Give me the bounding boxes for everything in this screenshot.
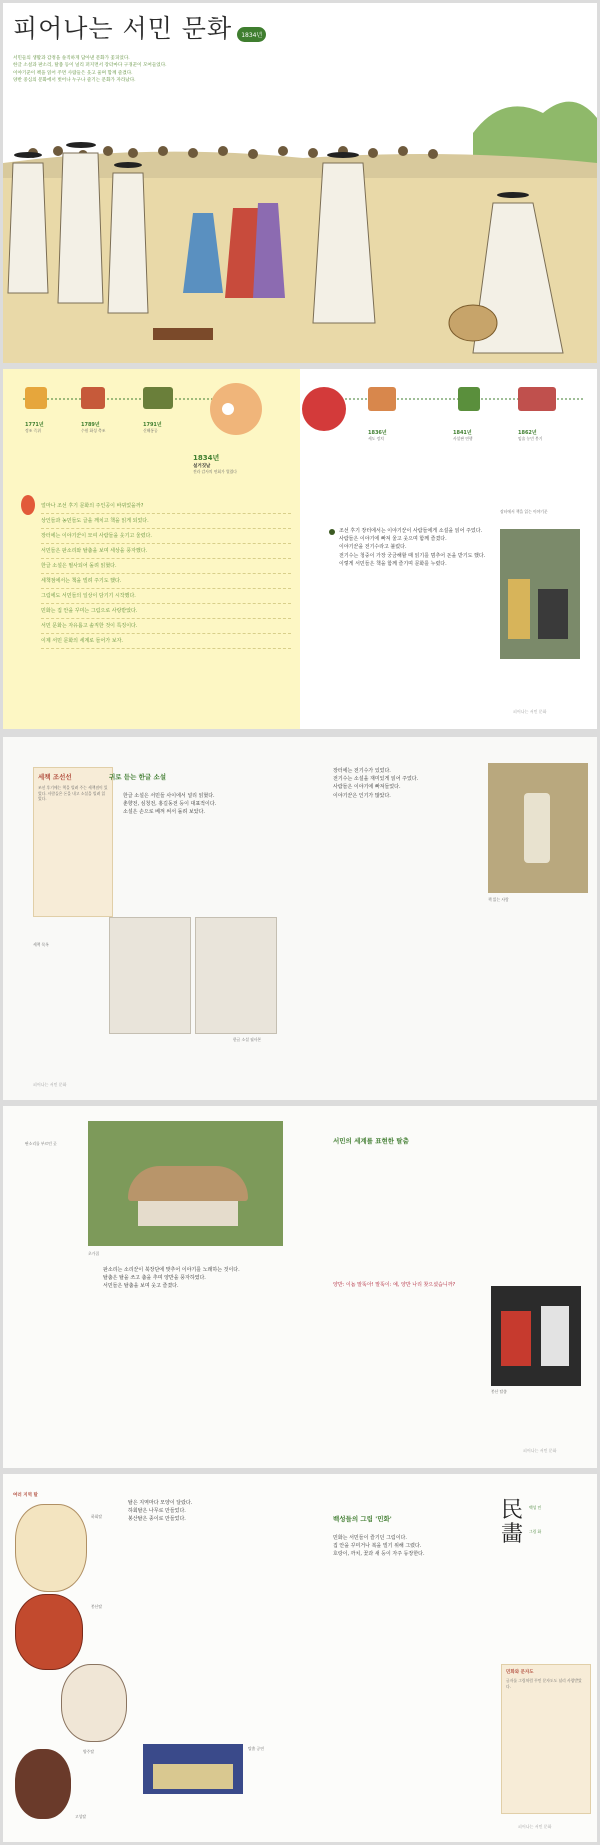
intro-line: 한글 소설과 판소리, 탈춤 등이 널리 퍼지면서 장터마다 구경꾼이 모여들었다. bbox=[13, 63, 167, 69]
body-line: 전기수는 청중이 가장 궁금해할 때 읽기를 멈추어 돈을 받기도 했다. bbox=[339, 552, 486, 559]
intro-line: 양반 중심의 문화에서 벗어나 누구나 즐기는 문화가 자라났다. bbox=[13, 78, 136, 84]
timeline-label: 수원 화성 축조 bbox=[81, 428, 106, 433]
hanja-block bbox=[501, 1499, 581, 1547]
book-caption: 한글 소설 필사본 bbox=[233, 1037, 262, 1042]
section-body bbox=[123, 792, 283, 817]
timeline-label: 사설판 연행 bbox=[453, 436, 473, 441]
body-line: 봉산탈은 종이로 만들었다. bbox=[128, 1516, 186, 1523]
body-line: 이야기꾼은 인기가 많았다. bbox=[333, 792, 391, 799]
note-line: 한글 소설은 필사되어 돌려 읽혔다. bbox=[41, 559, 291, 574]
quote-box bbox=[333, 1281, 483, 1289]
info-box-title: 민화와 문자도 bbox=[506, 1670, 534, 1675]
body-line: 전기수는 소설을 재미있게 읽어 주었다. bbox=[333, 776, 419, 783]
mask-hahoe-icon bbox=[15, 1504, 87, 1592]
callout-year: 1834년 bbox=[193, 454, 220, 462]
mask-label: 하회탈 bbox=[91, 1514, 103, 1519]
bullet-dot-icon bbox=[329, 529, 335, 535]
timeline-year: 1789년 bbox=[81, 422, 100, 428]
thatched-house-photo bbox=[88, 1121, 283, 1246]
column-2-text bbox=[333, 767, 483, 800]
body-line: 탈춤은 탈을 쓰고 춤을 추며 양반을 풍자하였다. bbox=[103, 1275, 206, 1282]
reader-painting bbox=[488, 763, 588, 893]
timeline-item bbox=[81, 421, 105, 434]
info-box bbox=[501, 1664, 591, 1814]
page-footer: 피어나는 서민 문화 bbox=[33, 1082, 67, 1087]
section-header bbox=[333, 1514, 392, 1523]
body-line: 사람들은 이야기에 빠져 울고 웃으며 함께 즐겼다. bbox=[339, 536, 447, 543]
hanja-label: 그림 화 bbox=[529, 1529, 542, 1534]
dance-caption: 봉산 탈춤 bbox=[491, 1389, 507, 1394]
body-line: 탈은 지역마다 모양이 달랐다. bbox=[128, 1500, 193, 1506]
intro-line: 서민들의 생활과 감정을 솔직하게 담아낸 문화가 꽃피었다. bbox=[13, 56, 130, 61]
body-line: 이야기꾼을 전기수라고 불렀다. bbox=[339, 544, 407, 551]
section-title: 백성들의 그림 '민화' bbox=[333, 1515, 392, 1523]
callout-desc: 전라 감사의 연회가 열렸다 bbox=[193, 469, 237, 474]
mask-yangju-icon bbox=[61, 1664, 127, 1742]
page-folk-painting-spread bbox=[3, 1474, 597, 1842]
section-header bbox=[333, 1136, 473, 1145]
mask-label: 봉산탈 bbox=[91, 1604, 103, 1609]
intro-line: 이야기꾼이 책을 읽어 주면 사람들은 웃고 울며 함께 즐겼다. bbox=[13, 70, 133, 76]
callout-sub: 설거짓날 bbox=[193, 464, 211, 469]
manuscript-photo-1 bbox=[109, 917, 191, 1034]
timeline-item bbox=[453, 429, 473, 442]
body-line: 집 안을 꾸미거나 복을 빌기 위해 그렸다. bbox=[333, 1543, 422, 1550]
mask-label: 양주탈 bbox=[83, 1749, 95, 1754]
timeline-item bbox=[143, 421, 162, 434]
page-footer: 피어나는 서민 문화 bbox=[523, 1448, 557, 1453]
section-header bbox=[109, 772, 166, 781]
lined-notes bbox=[41, 499, 291, 649]
mask-dance-photo bbox=[491, 1286, 581, 1386]
note-line: 그림에도 서민들의 일상이 담기기 시작했다. bbox=[41, 589, 291, 604]
body-line: 조선 후기 장터에서는 이야기꾼이 사람들에게 소설을 읽어 주었다. bbox=[339, 528, 483, 534]
section-title: 서민의 세계를 표현한 탈춤 bbox=[333, 1137, 409, 1145]
body-line: 소설은 손으로 베껴 써서 돌려 보았다. bbox=[123, 809, 205, 816]
photo-caption: 장터에서 책을 읽는 이야기꾼 bbox=[500, 509, 548, 514]
timeline-label: 임술 농민 봉기 bbox=[518, 436, 543, 441]
timeline-label: 신해통공 bbox=[143, 428, 158, 433]
body-line: 판소리는 소리꾼이 북장단에 맞추어 이야기를 노래하는 것이다. bbox=[103, 1267, 240, 1273]
mask-bongsan-icon bbox=[15, 1594, 83, 1670]
timeline-year: 1791년 bbox=[143, 422, 162, 428]
main-text bbox=[339, 527, 489, 568]
page-mask-dance-spread bbox=[3, 1106, 597, 1468]
dialogue-quote: 양반: 이놈 말뚝아! 말뚝이: 예, 양반 나리 찾으셨습니까? bbox=[333, 1282, 456, 1288]
body-line: 서민들은 탈춤을 보며 웃고 즐겼다. bbox=[103, 1283, 179, 1290]
left-body bbox=[103, 1266, 288, 1291]
masks-title: 여러 지역 탈 bbox=[13, 1493, 38, 1498]
note-line: 세책점에서는 책을 빌려 주기도 했다. bbox=[41, 574, 291, 589]
sidebar-title: 세책 조선선 bbox=[38, 773, 72, 781]
note-line: 서민들은 판소리와 탈춤을 보며 세상을 풍자했다. bbox=[41, 544, 291, 559]
performance-caption: 탈춤 공연 bbox=[248, 1746, 264, 1751]
hanja-hwa: 畵 bbox=[501, 1522, 524, 1547]
timeline-callout bbox=[193, 453, 293, 475]
timeline-item bbox=[25, 421, 44, 434]
manuscript-photo-2 bbox=[195, 917, 277, 1034]
body-line: 한글 소설은 서민들 사이에서 널리 읽혔다. bbox=[123, 793, 215, 799]
timeline-item bbox=[368, 429, 387, 442]
page-footer: 피어나는 서민 문화 bbox=[518, 1824, 552, 1829]
timeline-year: 1836년 bbox=[368, 430, 387, 436]
timeline-label: 세도 정치 bbox=[368, 436, 384, 441]
market-scene-illustration bbox=[3, 93, 597, 363]
hanja-label: 백성 민 bbox=[529, 1505, 542, 1510]
storyteller-photo bbox=[500, 529, 580, 659]
column-2-text bbox=[333, 1534, 483, 1559]
photo-caption: 초가집 bbox=[88, 1251, 100, 1256]
sidebar-box bbox=[33, 767, 113, 917]
note-line: 상인들과 농민들도 글을 깨치고 책을 읽게 되었다. bbox=[41, 514, 291, 529]
timeline-bar bbox=[3, 369, 597, 469]
body-line: 민화는 서민들이 즐기던 그림이다. bbox=[333, 1535, 407, 1541]
body-line: 춘향전, 심청전, 홍길동전 등이 대표적이다. bbox=[123, 801, 217, 808]
mask-label: 고성탈 bbox=[75, 1814, 87, 1819]
sidebar-text: 조선 후기에는 책을 빌려 주는 세책점이 있었다. 사람들은 돈을 내고 소설을 빌려 읽었다. bbox=[38, 785, 108, 802]
page-footer: 피어나는 서민 문화 bbox=[513, 709, 547, 714]
timeline-label: 정조 즉위 bbox=[25, 428, 41, 433]
timeline-year: 1862년 bbox=[518, 430, 537, 436]
note-line: 민화는 집 안을 꾸미는 그림으로 사랑받았다. bbox=[41, 604, 291, 619]
sidebar-caption: 세책 목록 bbox=[33, 942, 49, 947]
page-title-wrap bbox=[13, 9, 266, 45]
page-timeline-spread bbox=[3, 369, 597, 729]
info-box-text: 글자를 그림처럼 꾸민 문자도도 널리 사랑받았다. bbox=[506, 1678, 582, 1689]
note-line: 서민 문화는 자유롭고 솔직한 것이 특징이다. bbox=[41, 619, 291, 634]
body-line: 하회탈은 나무로 만들었다. bbox=[128, 1508, 186, 1515]
body-line: 장터에는 전기수가 있었다. bbox=[333, 768, 391, 774]
note-line: 얼마나 조선 후기 문화의 주인공이 바뀌었을까? bbox=[41, 499, 291, 514]
left-body bbox=[128, 1499, 288, 1524]
timeline-year: 1841년 bbox=[453, 430, 472, 436]
hanja-min: 民 bbox=[501, 1498, 524, 1523]
timeline-year: 1771년 bbox=[25, 422, 44, 428]
timeline-item bbox=[518, 429, 542, 442]
page-opening-spread bbox=[3, 3, 597, 363]
page-title: 피어나는 서민 문화 bbox=[13, 14, 233, 43]
body-line: 사람들은 이야기에 빠져들었다. bbox=[333, 784, 401, 791]
performance-photo bbox=[143, 1744, 243, 1794]
note-line: 장터에는 이야기꾼이 모여 사람들을 웃기고 울렸다. bbox=[41, 529, 291, 544]
intro-text bbox=[13, 55, 343, 85]
year-badge: 1834년 bbox=[237, 27, 266, 42]
student-character-icon bbox=[21, 495, 35, 515]
side-caption: 판소리를 부르던 곳 bbox=[25, 1141, 57, 1146]
body-line: 호랑이, 까치, 꽃과 새 등이 자주 등장한다. bbox=[333, 1551, 425, 1558]
section-title: 귀로 듣는 한글 소설 bbox=[109, 773, 167, 781]
note-line: 이제 서민 문화의 세계로 들어가 보자. bbox=[41, 634, 291, 649]
painting-caption: 책 읽는 사람 bbox=[488, 897, 509, 902]
mask-goseong-icon bbox=[15, 1749, 71, 1819]
body-line: 이렇게 서민들은 책을 함께 즐기며 문화를 누렸다. bbox=[339, 560, 447, 567]
page-novel-spread bbox=[3, 737, 597, 1100]
